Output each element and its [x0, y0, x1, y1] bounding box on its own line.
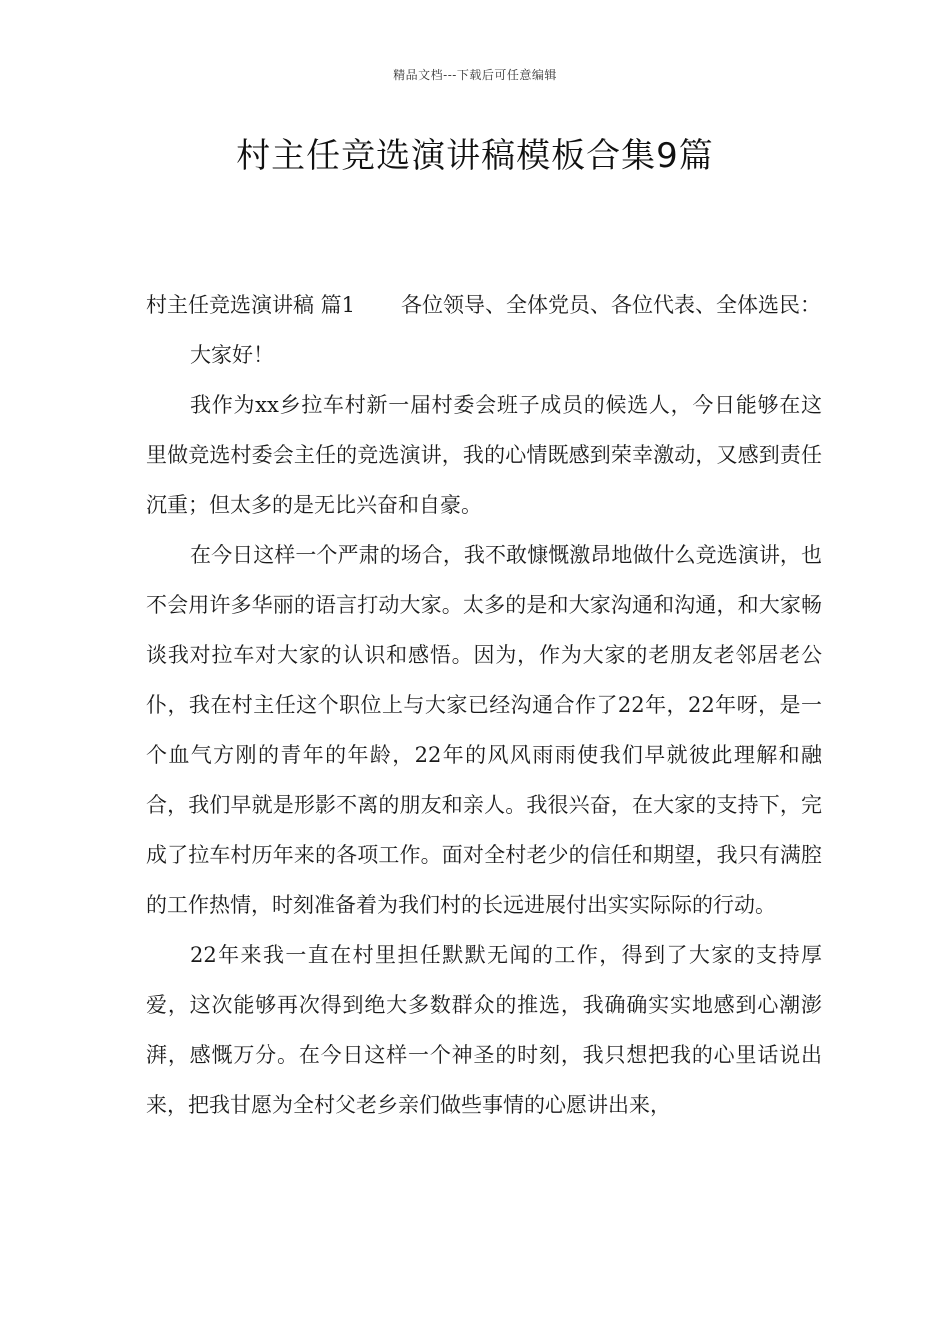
document-body	[146, 280, 822, 1130]
document-title: 村主任竞选演讲稿模板合集9篇	[236, 136, 714, 176]
header-note: 精品文档---下载后可任意编辑	[393, 68, 557, 82]
opening-paragraph	[146, 280, 822, 330]
greeting: 大家好！	[190, 343, 274, 367]
body-paragraph: 在今日这样一个严肃的场合，我不敢慷慨激昂地做什么竞选演讲，也不会用许多华丽的语言打动大家。太多的是和大家沟通和沟通，和大家畅谈我对拉车对大家的认识和感悟。因为，作为大家的老朋友老邻居老公仆，我在村主任这个职位上与大家已经沟通合作了22年，22年呀，是一个血气方刚的青年的年龄，22年的风风雨雨使我们早就彼此理解和融合，我们早就是形影不离的朋友和亲人。我很兴奋，在大家的支持下，完成了拉车村历年来的各项工作。面对全村老少的信任和期望，我只有满腔的工作热情，时刻准备着为我们村的长远进展付出实实际际的行动。	[146, 543, 822, 917]
section-label: 村主任竞选演讲稿 篇1	[146, 293, 356, 317]
body-paragraph: 22年来我一直在村里担任默默无闻的工作，得到了大家的支持厚爱，这次能够再次得到绝大多数群众的推选，我确确实实地感到心潮澎湃，感慨万分。在今日这样一个神圣的时刻，我只想把我的心里话说出来，把我甘愿为全村父老乡亲们做些事情的心愿讲出来，	[146, 943, 822, 1117]
salutation: 各位领导、全体党员、各位代表、全体选民：	[401, 293, 822, 317]
body-paragraph: 我作为xx乡拉车村新一届村委会班子成员的候选人，今日能够在这里做竞选村委会主任的竞选演讲，我的心情既感到荣幸激动，又感到责任沉重；但太多的是无比兴奋和自豪。	[146, 393, 822, 517]
